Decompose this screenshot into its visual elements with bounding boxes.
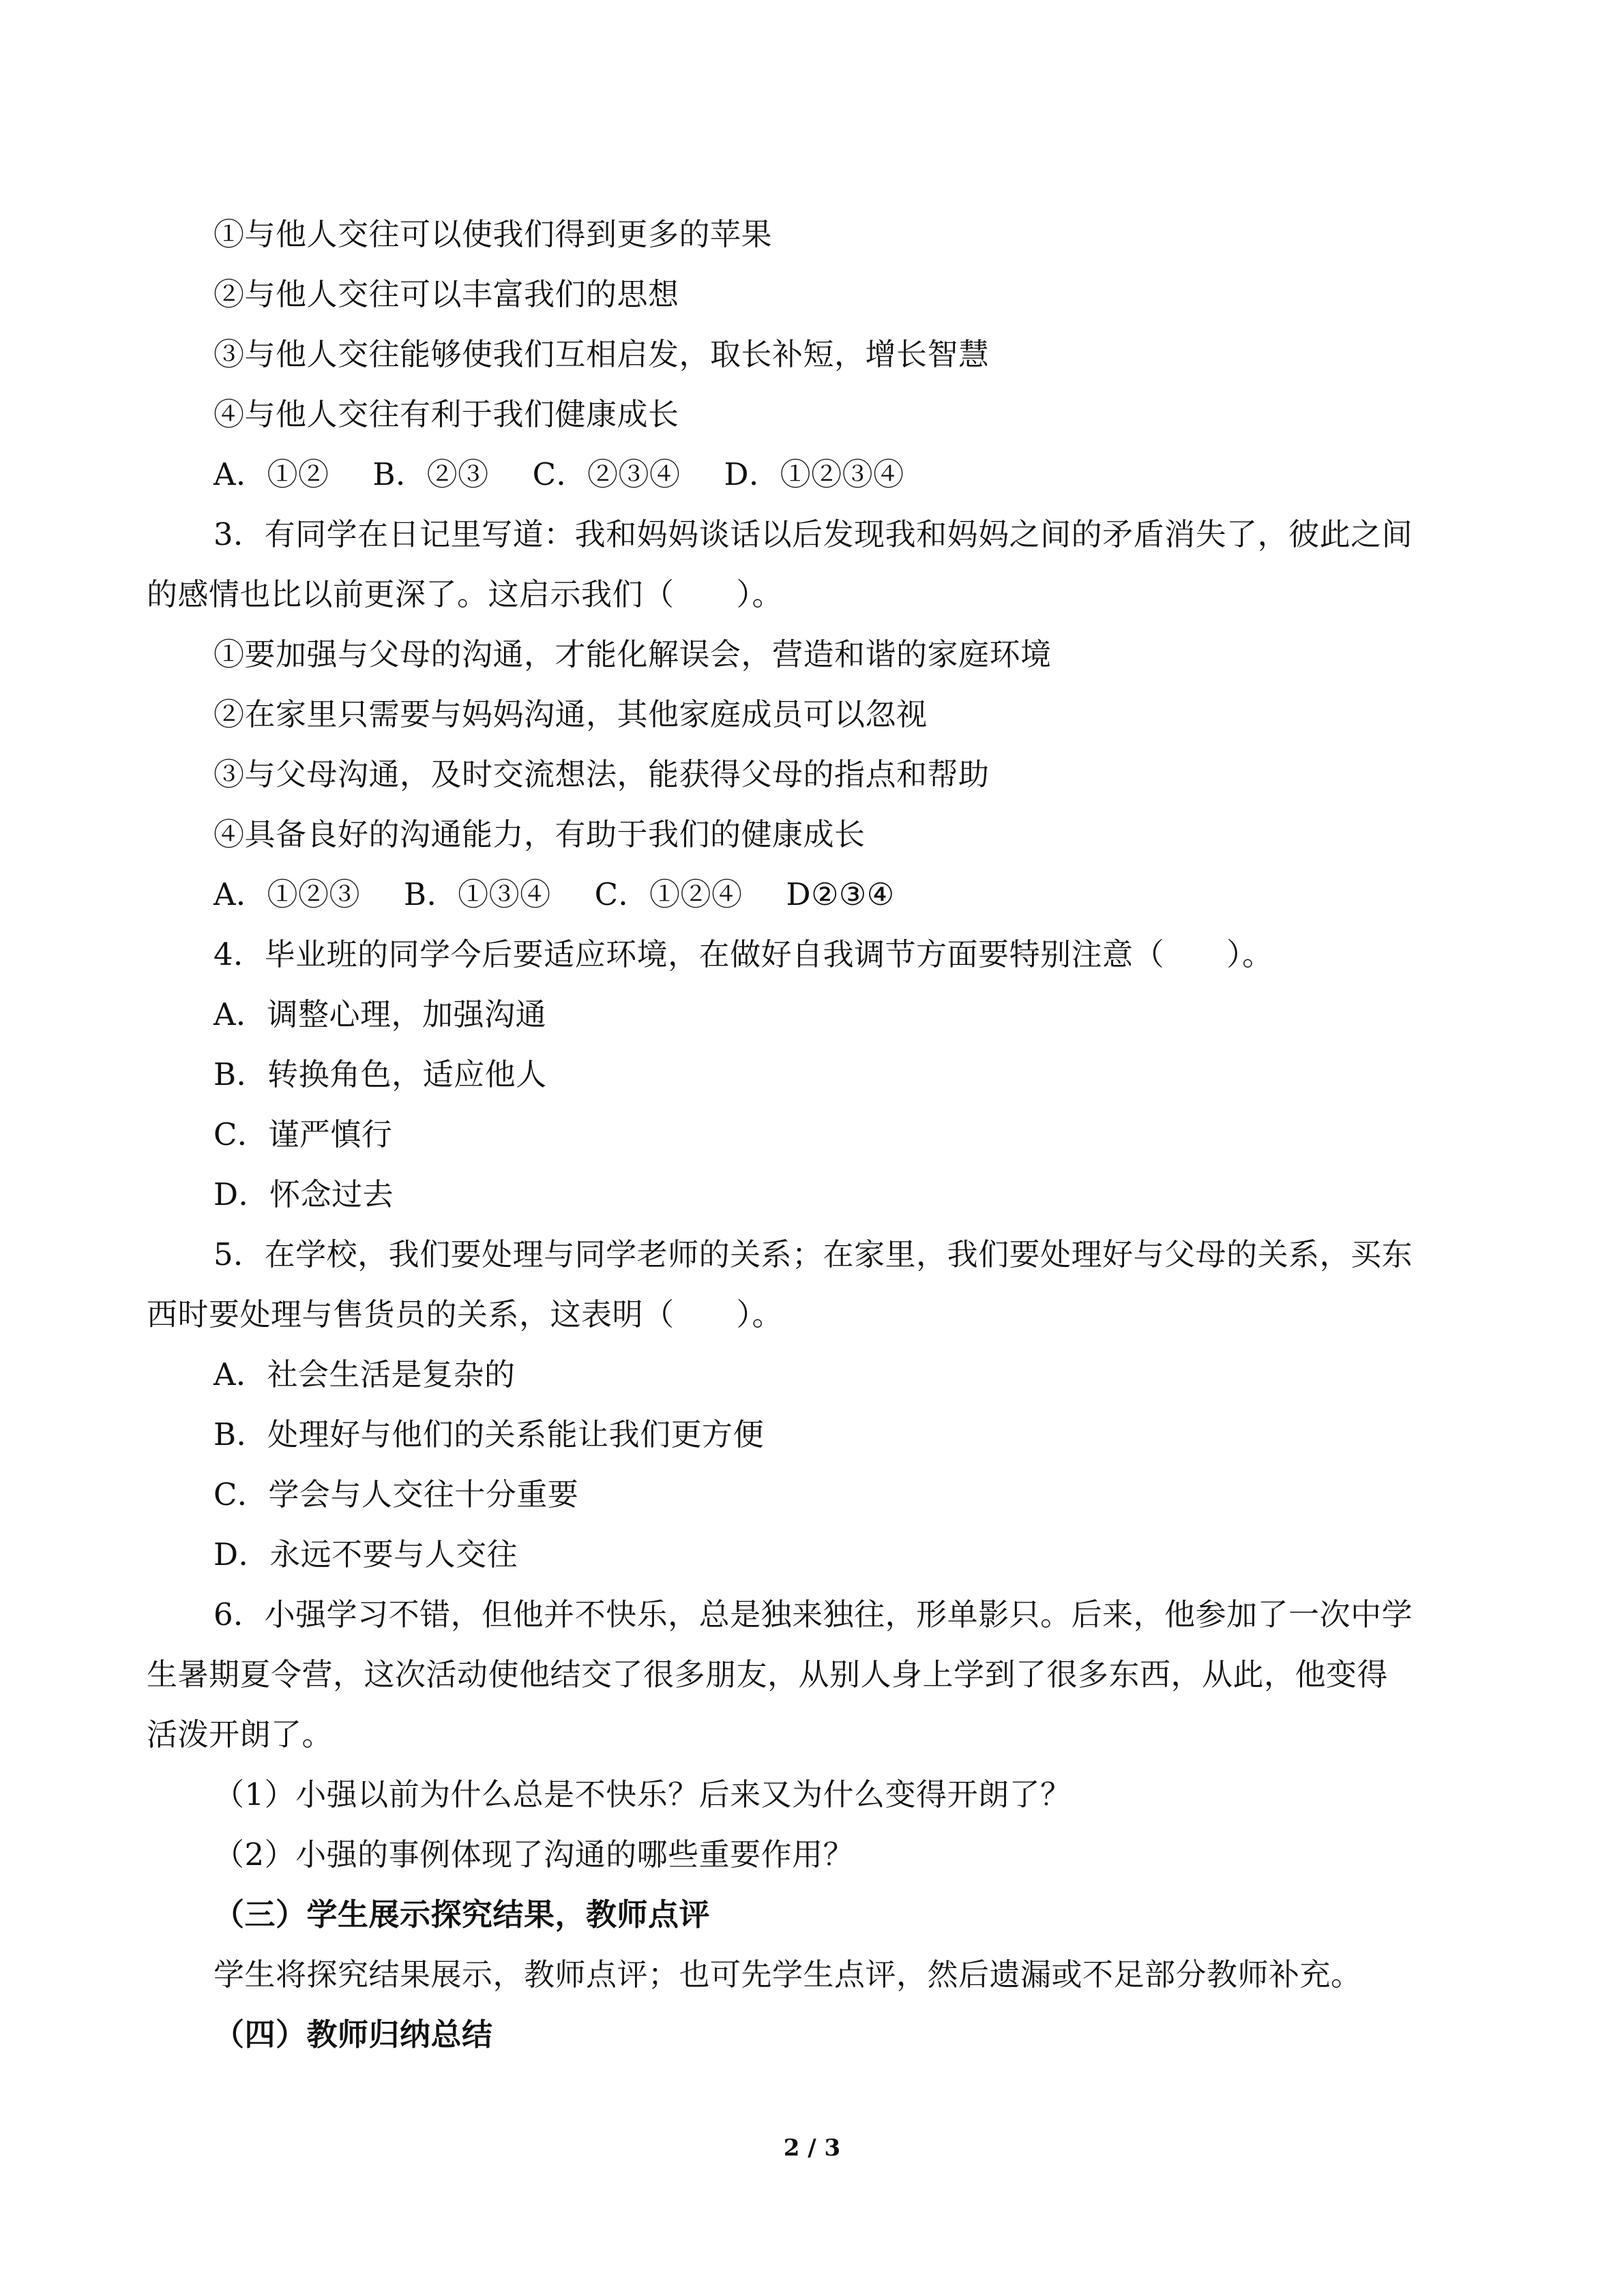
- q2-options: [213, 454, 904, 495]
- q3-item-3: ③与父母沟通，及时交流想法，能获得父母的指点和帮助: [213, 756, 990, 792]
- q2-item-4: ④与他人交往有利于我们健康成长: [213, 396, 679, 432]
- q3-option-b: B．①③④: [404, 876, 551, 912]
- section4-heading: （四）教师归纳总结: [213, 2016, 493, 2053]
- q3-option-c: C．①②④: [594, 876, 743, 912]
- q3-stem-line2: 的感情也比以前更深了。这启示我们（ ）。: [147, 576, 784, 612]
- q5-option-c: C．学会与人交往十分重要: [213, 1476, 579, 1512]
- q5-option-b: B．处理好与他们的关系能让我们更方便: [213, 1416, 765, 1452]
- q2-item-2: ②与他人交往可以丰富我们的思想: [213, 276, 679, 312]
- q3-option-d: D②③④: [786, 876, 895, 912]
- q3-options: [213, 874, 895, 915]
- q2-item-3: ③与他人交往能够使我们互相启发，取长补短，增长智慧: [213, 336, 990, 372]
- q4-option-c: C．谨严慎行: [213, 1116, 393, 1152]
- q2-item-1: ①与他人交往可以使我们得到更多的苹果: [213, 216, 773, 252]
- section3-heading: （三）学生展示探究结果，教师点评: [213, 1896, 711, 1933]
- q6-subquestion-2: （2）小强的事例体现了沟通的哪些重要作用？: [213, 1836, 855, 1873]
- q5-stem-line1: 5．在学校，我们要处理与同学老师的关系；在家里，我们要处理好与父母的关系，买东: [213, 1236, 1413, 1272]
- q2-option-b: B．②③: [372, 456, 489, 492]
- q4-option-b: B．转换角色，适应他人: [213, 1056, 547, 1092]
- q5-option-d: D．永远不要与人交往: [213, 1536, 518, 1572]
- q3-stem-line1: 3．有同学在日记里写道：我和妈妈谈话以后发现我和妈妈之间的矛盾消失了，彼此之间: [213, 516, 1413, 552]
- q4-stem: 4．毕业班的同学今后要适应环境，在做好自我调节方面要特别注意（ ）。: [213, 936, 1273, 972]
- q6-stem-line2: 生暑期夏令营，这次活动使他结交了很多朋友，从别人身上学到了很多东西，从此，他变得: [147, 1656, 1389, 1693]
- q5-stem-line2: 西时要处理与售货员的关系，这表明（ ）。: [147, 1296, 784, 1332]
- page-number: 2 / 3: [783, 2134, 841, 2162]
- q3-item-4: ④具备良好的沟通能力，有助于我们的健康成长: [213, 816, 866, 852]
- q2-option-d: D．①②③④: [724, 456, 904, 492]
- q3-item-2: ②在家里只需要与妈妈沟通，其他家庭成员可以忽视: [213, 696, 928, 732]
- q6-stem-line3: 活泼开朗了。: [147, 1716, 334, 1753]
- q4-option-d: D．怀念过去: [213, 1176, 394, 1212]
- q2-option-c: C．②③④: [532, 456, 681, 492]
- section3-text: 学生将探究结果展示，教师点评；也可先学生点评，然后遗漏或不足部分教师补充。: [213, 1956, 1362, 1993]
- q3-item-1: ①要加强与父母的沟通，才能化解误会，营造和谐的家庭环境: [213, 636, 1052, 672]
- q4-option-a: A．调整心理，加强沟通: [213, 996, 546, 1032]
- q6-stem-line1: 6．小强学习不错，但他并不快乐，总是独来独往，形单影只。后来，他参加了一次中学: [213, 1596, 1413, 1632]
- q2-option-a: A．①②: [213, 456, 329, 492]
- q3-option-a: A．①②③: [213, 876, 360, 912]
- q5-option-a: A．社会生活是复杂的: [213, 1356, 516, 1392]
- q6-subquestion-1: （1）小强以前为什么总是不快乐？后来又为什么变得开朗了？: [213, 1776, 1072, 1813]
